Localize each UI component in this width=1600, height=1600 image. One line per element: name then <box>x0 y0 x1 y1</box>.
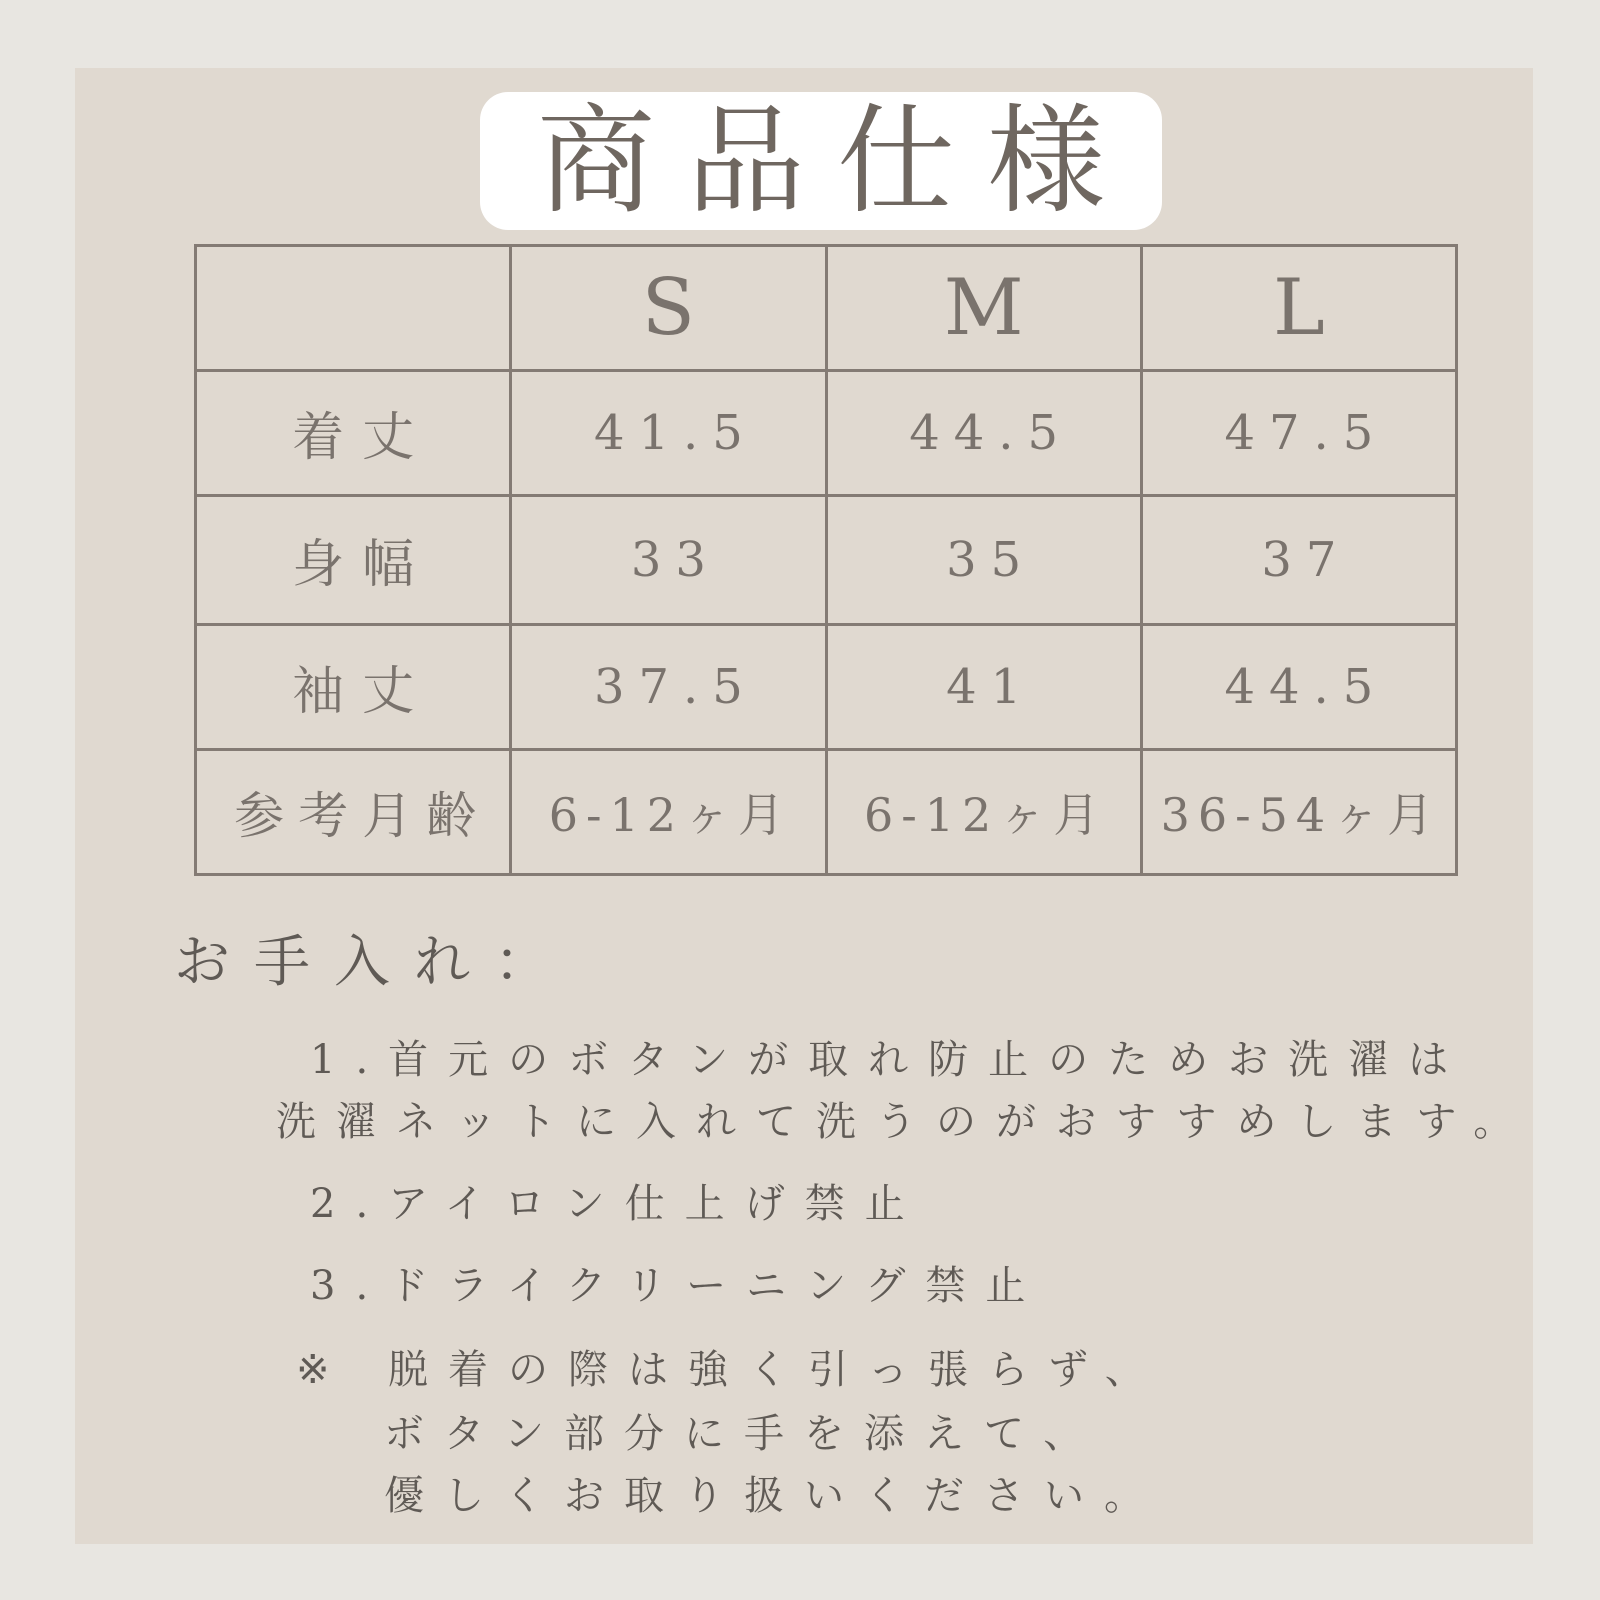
table-row <box>196 495 1457 624</box>
page-title: 商品仕様 <box>536 92 1137 230</box>
table-cell: 6-12ヶ月 <box>826 749 1141 874</box>
note-mark: ※ <box>296 1347 350 1393</box>
care-item-3: 3.ドライクリーニング禁止 <box>310 1263 1046 1309</box>
row-label-sleeve: 袖丈 <box>196 624 511 749</box>
care-note-line-1: 脱着の際は強く引っ張らず、 <box>388 1347 1165 1393</box>
table-cell: 37 <box>1141 495 1456 624</box>
size-header-s: S <box>511 246 826 371</box>
title-banner <box>480 92 1162 230</box>
care-heading: お手入れ： <box>174 930 574 995</box>
size-header-l: L <box>1141 246 1456 371</box>
row-label-age: 参考月齢 <box>196 749 511 874</box>
size-header-m: M <box>826 246 1141 371</box>
table-corner-cell <box>196 246 511 371</box>
row-label-length: 着丈 <box>196 370 511 495</box>
table-cell: 47.5 <box>1141 370 1456 495</box>
table-header-row <box>196 246 1457 371</box>
table-cell: 33 <box>511 495 826 624</box>
size-spec-table <box>194 244 1458 876</box>
table-row <box>196 370 1457 495</box>
care-item-1-line-2: 洗濯ネットに入れて洗うのがおすすめします。 <box>276 1099 1534 1145</box>
care-note-line-2: ボタン部分に手を添えて、 <box>384 1411 1104 1457</box>
table-cell: 44.5 <box>826 370 1141 495</box>
table-cell: 41 <box>826 624 1141 749</box>
table-cell: 6-12ヶ月 <box>511 749 826 874</box>
table-cell: 36-54ヶ月 <box>1141 749 1456 874</box>
table-row <box>196 624 1457 749</box>
table-cell: 35 <box>826 495 1141 624</box>
care-note-line-3: 優しくお取り扱いください。 <box>384 1473 1164 1519</box>
table-cell: 37.5 <box>511 624 826 749</box>
table-cell: 44.5 <box>1141 624 1456 749</box>
care-item-2: 2.アイロン仕上げ禁止 <box>310 1181 925 1227</box>
care-item-1-line-1: 1.首元のボタンが取れ防止のためお洗濯は <box>310 1037 1469 1083</box>
row-label-width: 身幅 <box>196 495 511 624</box>
table-cell: 41.5 <box>511 370 826 495</box>
table-row <box>196 749 1457 874</box>
